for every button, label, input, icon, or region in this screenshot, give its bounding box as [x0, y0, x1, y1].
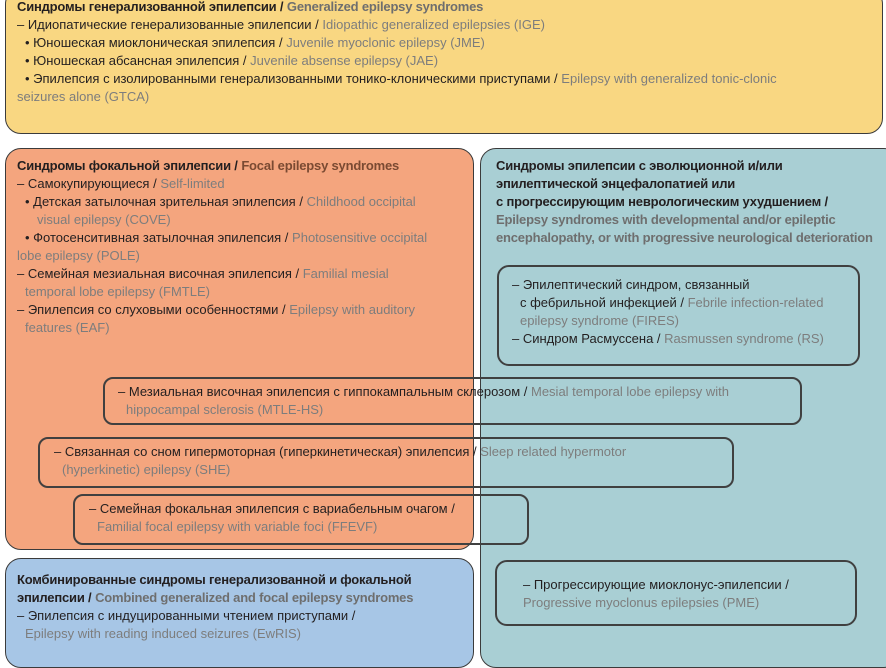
focal-title: Синдромы фокальной эпилепсии / Focal epilepsy syndromes — [17, 158, 400, 173]
list-item: – Эпилепсия с индуцированными чтением приступами / — [17, 608, 356, 623]
focal-epilepsy-text — [17, 157, 427, 337]
combined-epilepsy-text: Комбинированные синдромы генерализованной и фокальной эпилепсии / Combined generalized and focal epilepsy syndromes – Эпилепсия с индуцированными чтением приступами / Epilepsy with reading induced seizures (EwRIS) — [17, 572, 414, 641]
mtle-hs-text: – Мезиальная височная эпилепсия с гиппокампальным склерозом / Mesial temporal lobe epilepsy with hippocampal sclerosis (MTLE-HS) — [118, 384, 729, 417]
list-item: – Семейная мезиальная височная эпилепсия / Familial mesial — [17, 266, 389, 281]
list-item: Epilepsy with reading induced seizures (EwRIS) — [25, 626, 302, 641]
fires-rs-text: – Эпилептический синдром, связанный с фебрильной инфекцией / Febrile infection-related epilepsy syndrome (FIRES) – Синдром Расмуссена / Rasmussen syndrome (RS) — [512, 277, 824, 346]
generalized-epilepsy-text — [17, 0, 777, 106]
list-item: seizures alone (GTCA) — [17, 89, 150, 104]
list-item: temporal lobe epilepsy (FMTLE) — [25, 284, 210, 299]
developmental-title: Синдромы эпилепсии с эволюционной и/или эпилептической энцефалопатией или с прогрессирующим неврологическим ухудшением / Epilepsy syndromes with developmental and/or epileptic encephalopathy, or with progressive neurological deterioration — [496, 158, 873, 245]
list-item: – Самокупирующиеся / Self-limited — [17, 176, 225, 191]
ffevf-text: – Семейная фокальная эпилепсия с вариабельным очагом / Familial focal epilepsy with variable foci (FFEVF) — [89, 501, 455, 534]
list-item: • Юношеская абсансная эпилепсия / Juvenile absense epilepsy (JAE) — [25, 53, 439, 68]
list-item: • Эпилепсия с изолированными генерализованными тонико-клоническими приступами / Epilepsy with generalized tonic-clonic — [25, 71, 777, 86]
list-item: – Идиопатические генерализованные эпилепсии / Idiopathic generalized epilepsies (IGE) — [17, 17, 545, 32]
generalized-title-en: Generalized epilepsy syndromes — [286, 0, 484, 14]
list-item: features (EAF) — [25, 320, 110, 335]
generalized-title-ru: Синдромы генерализованной эпилепсии / — [17, 0, 284, 14]
pme-text: – Прогрессирующие миоклонус-эпилепсии / Progressive myoclonus epilepsies (PME) — [523, 577, 789, 610]
she-text: – Связанная со сном гипермоторная (гиперкинетическая) эпилепсия / Sleep related hypermotor (hyperkinetic) epilepsy (SHE) — [54, 444, 627, 477]
list-item: visual epilepsy (COVE) — [37, 212, 171, 227]
list-item: – Эпилепсия со слуховыми особенностями / Epilepsy with auditory — [17, 302, 415, 317]
list-item: • Детская затылочная зрительная эпилепсия / Childhood occipital — [25, 194, 416, 209]
list-item: • Фотосенситивная затылочная эпилепсия / Photosensitive occipital — [25, 230, 428, 245]
list-item: • Юношеская миоклоническая эпилепсия / Juvenile myoclonic epilepsy (JME) — [25, 35, 485, 50]
list-item: lobe epilepsy (POLE) — [17, 248, 140, 263]
generalized-title — [17, 0, 777, 16]
